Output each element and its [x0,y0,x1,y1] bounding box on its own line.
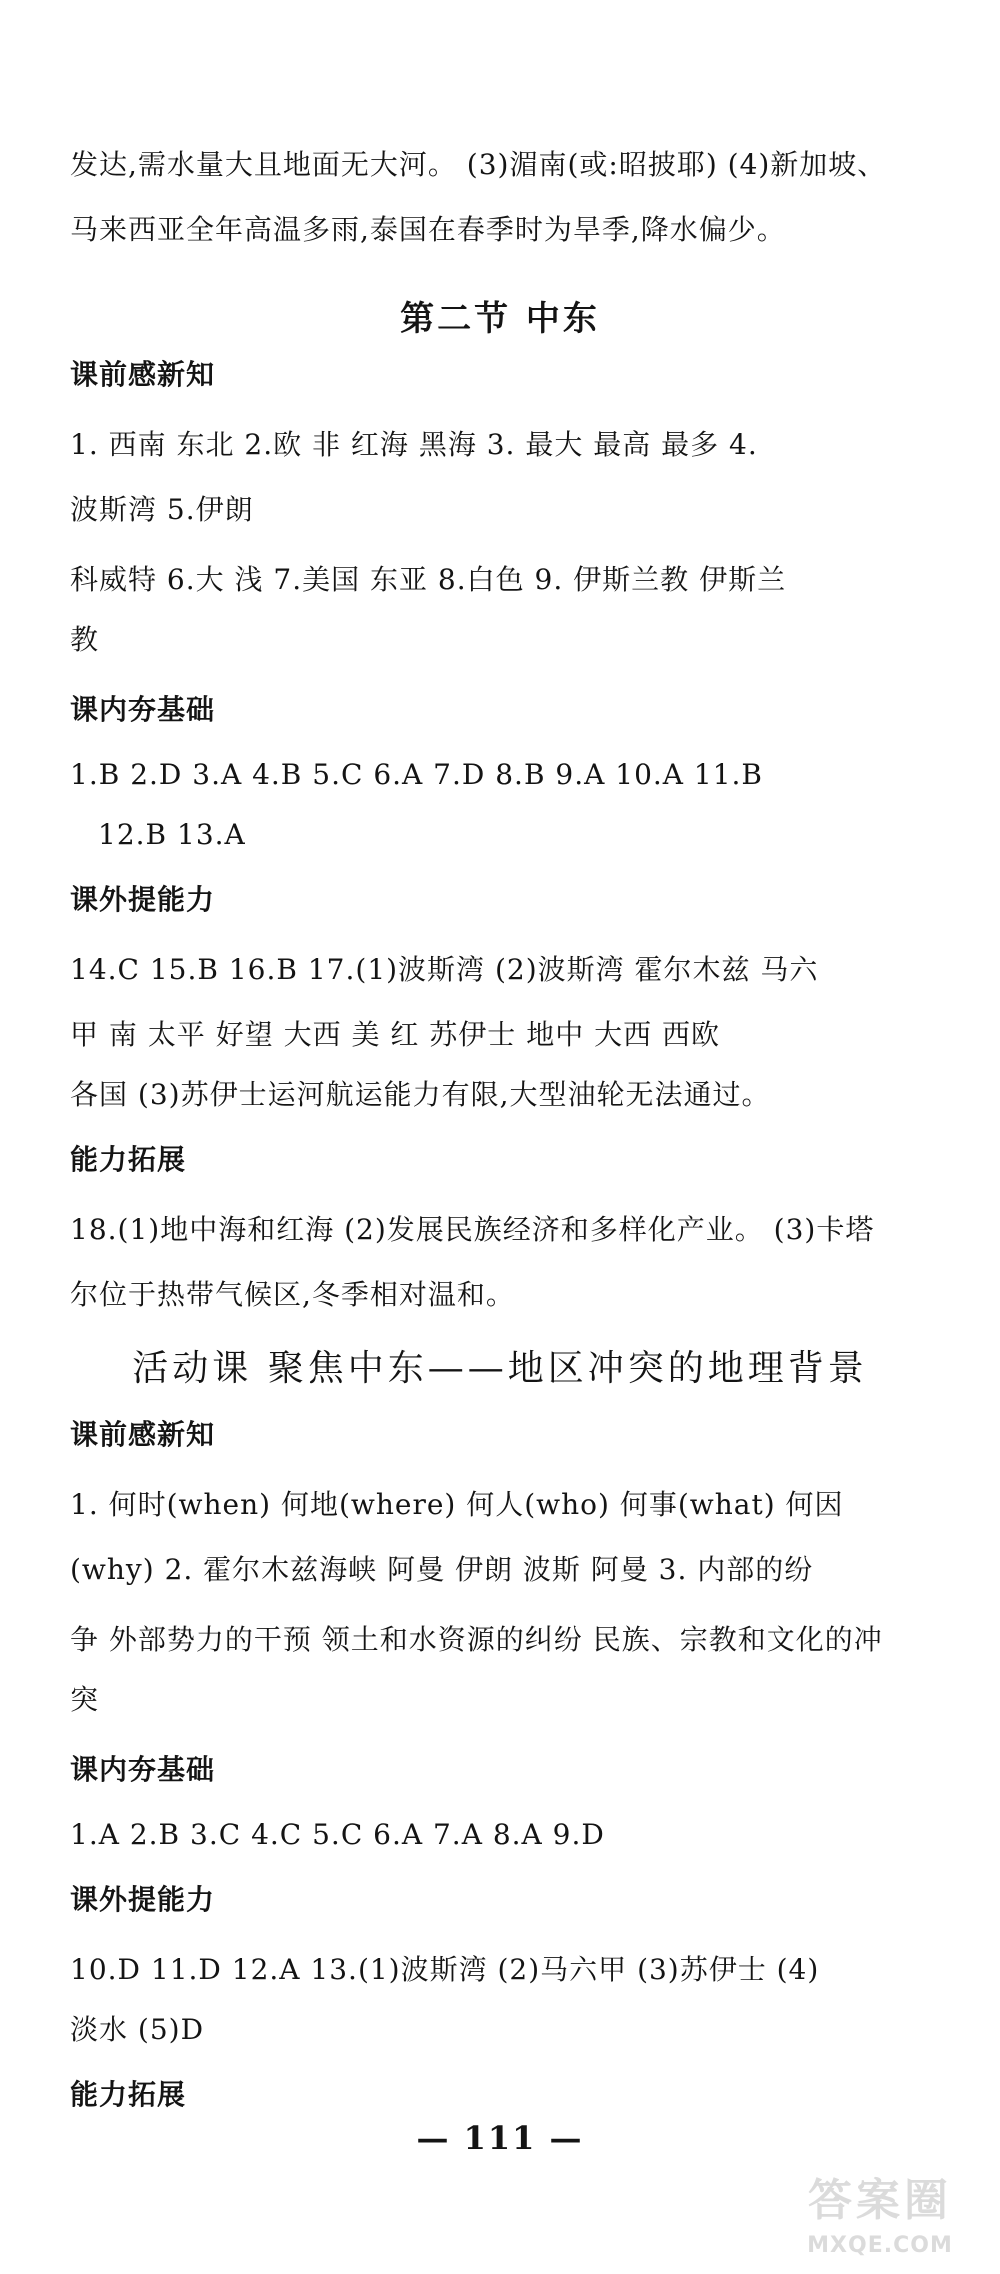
section1-improve-line-1: 14.C 15.B 16.B 17.(1)波斯湾 (2)波斯湾 霍尔木兹 马六 [70,953,819,986]
section2-improve-line-1: 10.D 11.D 12.A 13.(1)波斯湾 (2)马六甲 (3)苏伊士 (4) [70,1953,820,1986]
section1-improve-line-3: 各国 (3)苏伊士运河航运能力有限,大型油轮无法通过。 [70,1078,771,1111]
section2-preview-heading: 课前感新知 [70,1418,216,1451]
intro-line-2: 马来西亚全年高温多雨,泰国在春季时为旱季,降水偏少。 [70,213,786,246]
section1-extend-line-1: 18.(1)地中海和红海 (2)发展民族经济和多样化产业。 (3)卡塔 [70,1213,875,1246]
section1-preview-line-1: 1. 西南 东北 2.欧 非 红海 黑海 3. 最大 最高 最多 4. [70,428,758,461]
section1-improve-heading: 课外提能力 [70,883,216,916]
section2-preview-line-4: 突 [70,1683,100,1716]
section2-preview-line-2: (why) 2. 霍尔木兹海峡 阿曼 伊朗 波斯 阿曼 3. 内部的纷 [70,1553,814,1586]
section2-improve-line-2: 淡水 (5)D [70,2013,205,2046]
section1-preview-line-2: 波斯湾 5.伊朗 [70,493,254,526]
section2-title: 活动课 聚焦中东——地区冲突的地理背景 [132,1348,868,1389]
section1-improve-line-2: 甲 南 太平 好望 大西 美 红 苏伊士 地中 大西 西欧 [70,1018,721,1051]
watermark-logo: 答案圈 [808,2175,952,2226]
section2-preview-line-3: 争 外部势力的干预 领土和水资源的纠纷 民族、宗教和文化的冲 [70,1623,883,1656]
section1-basics-line-2: 12.B 13.A [98,818,246,851]
section1-basics-heading: 课内夯基础 [70,693,216,726]
section1-preview-line-4: 教 [70,623,100,656]
section2-basics-heading: 课内夯基础 [70,1753,216,1786]
section2-basics-line-1: 1.A 2.B 3.C 4.C 5.C 6.A 7.A 8.A 9.D [70,1818,605,1851]
watermark [780,2170,980,2262]
section1-preview-line-3: 科威特 6.大 浅 7.美国 东亚 8.白色 9. 伊斯兰教 伊斯兰 [70,563,787,596]
section1-title: 第二节 中东 [400,299,600,339]
section1-extend-line-2: 尔位于热带气候区,冬季相对温和。 [70,1278,515,1311]
section2-extend-heading: 能力拓展 [70,2078,187,2111]
page-number: — 111 — [416,2119,584,2157]
section1-extend-heading: 能力拓展 [70,1143,187,1176]
section2-preview-line-1: 1. 何时(when) 何地(where) 何人(who) 何事(what) 何因 [70,1488,844,1521]
section2-improve-heading: 课外提能力 [70,1883,216,1916]
watermark-url: MXQE.COM [807,2233,953,2258]
section1-basics-line-1: 1.B 2.D 3.A 4.B 5.C 6.A 7.D 8.B 9.A 10.A 11.B [70,758,764,791]
intro-line-1: 发达,需水量大且地面无大河。 (3)湄南(或:昭披耶) (4)新加坡、 [70,148,887,181]
section1-preview-heading: 课前感新知 [70,358,216,391]
